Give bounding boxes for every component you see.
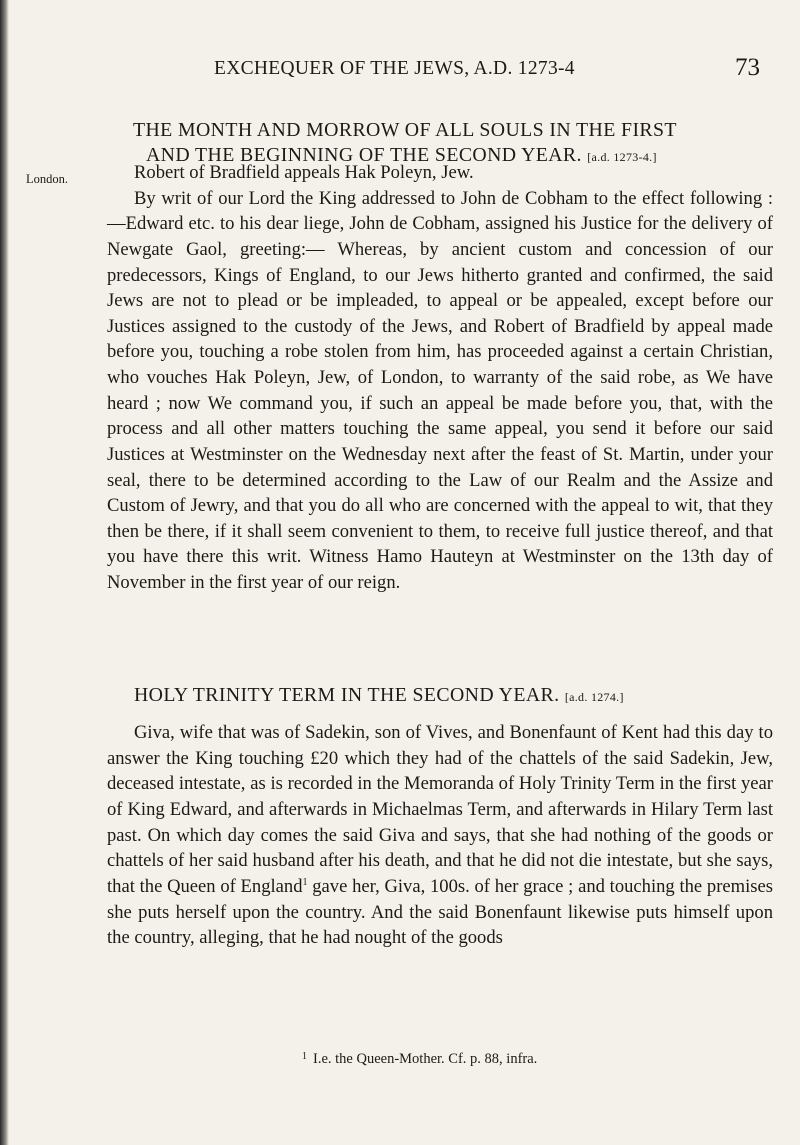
section-heading-1-date: [a.d. 1273-4.]: [587, 150, 657, 164]
running-head: [100, 54, 760, 88]
paragraph-giva: [107, 720, 773, 951]
paragraph-appeal-summary: Robert of Bradfield appeals Hak Poleyn, Jew.: [134, 162, 474, 183]
section-1-body: [107, 160, 773, 596]
paragraph-writ: By writ of our Lord the King addressed to John de Cobham to the effect following :—Edward etc. to his dear liege, John de Cobham, assigned his Justice for the delivery of Newgate Gaol, greeting:— Whereas, by ancient custom and concession of our predecessors, Kings of England, to our Jews hitherto granted and confirmed, the said Jews are not to plead or be impleaded, to appeal or be appealed, except before our Justices assigned to the custody of the Jews, and Robert of Bradfield by appeal made before you, touching a robe stolen from him, has proceeded against a certain Christian, who vouches Hak Poleyn, Jew, of London, to warranty of the said robe, as We have heard ; now We command you, if such an appeal be made before you, that, with the process and all other matters touching the same appeal, you send it before our said Justices at Westminster on the Wednesday next after the feast of St. Martin, under your seal, there to be determined according to the Law of our Realm and the Assize and Custom of Jewry, and that you do all who are concerned with the appeal to wit, that they then be there, if it shall seem convenient to them, to receive full justice thereof, and that you have there this writ. Witness Hamo Hauteyn at Westminster on the 13th day of November in the first year of our reign.: [107, 187, 773, 593]
footnote-text: I.e. the Queen-Mother. Cf. p. 88, infra.: [313, 1051, 538, 1067]
section-heading-1-title: AND THE BEGINNING OF THE SECOND YEAR.: [146, 144, 582, 166]
footnote-marker: 1: [302, 1051, 307, 1062]
footnote-reference[interactable]: 1: [302, 876, 308, 888]
section-heading-2-title: HOLY TRINITY TERM IN THE SECOND YEAR.: [134, 684, 560, 706]
paragraph-giva-part-b: gave her, Giva, 100s. of her grace ; and touching the premises she puts herself upon the country. And the said Bonenfaunt likewise puts himself upon the country, alleging, that he had nought of the goods: [107, 875, 773, 949]
page-edge-shadow: [0, 0, 9, 1145]
section-2-body: [107, 720, 773, 951]
margin-note-place: London.: [26, 172, 69, 186]
footnote: [302, 1051, 537, 1068]
section-heading-2-date: [a.d. 1274.]: [564, 690, 624, 704]
paragraph-giva-part-a: Giva, wife that was of Sadekin, son of Vives, and Bonenfaunt of Kent had this day to answer the King touching £20 which they had of the chattels of the said Sadekin, Jew, deceased intestate, as is recorded in the Memoranda of Holy Trinity Term in the first year of King Edward, and afterwards in Michaelmas Term, and afterwards in Hilary Term last past. On which day comes the said Giva and says, that she had nothing of the goods or chattels of her said husband after his death, and that he did not die intestate, but she says, that the Queen of England: [107, 722, 773, 897]
running-title: EXCHEQUER OF THE JEWS, A.D. 1273-4: [214, 58, 575, 79]
page-number: 73: [735, 54, 760, 81]
section-heading-1-line-1: THE MONTH AND MORROW OF ALL SOULS IN THE FIRST: [133, 119, 677, 141]
section-heading-2: [134, 683, 774, 710]
